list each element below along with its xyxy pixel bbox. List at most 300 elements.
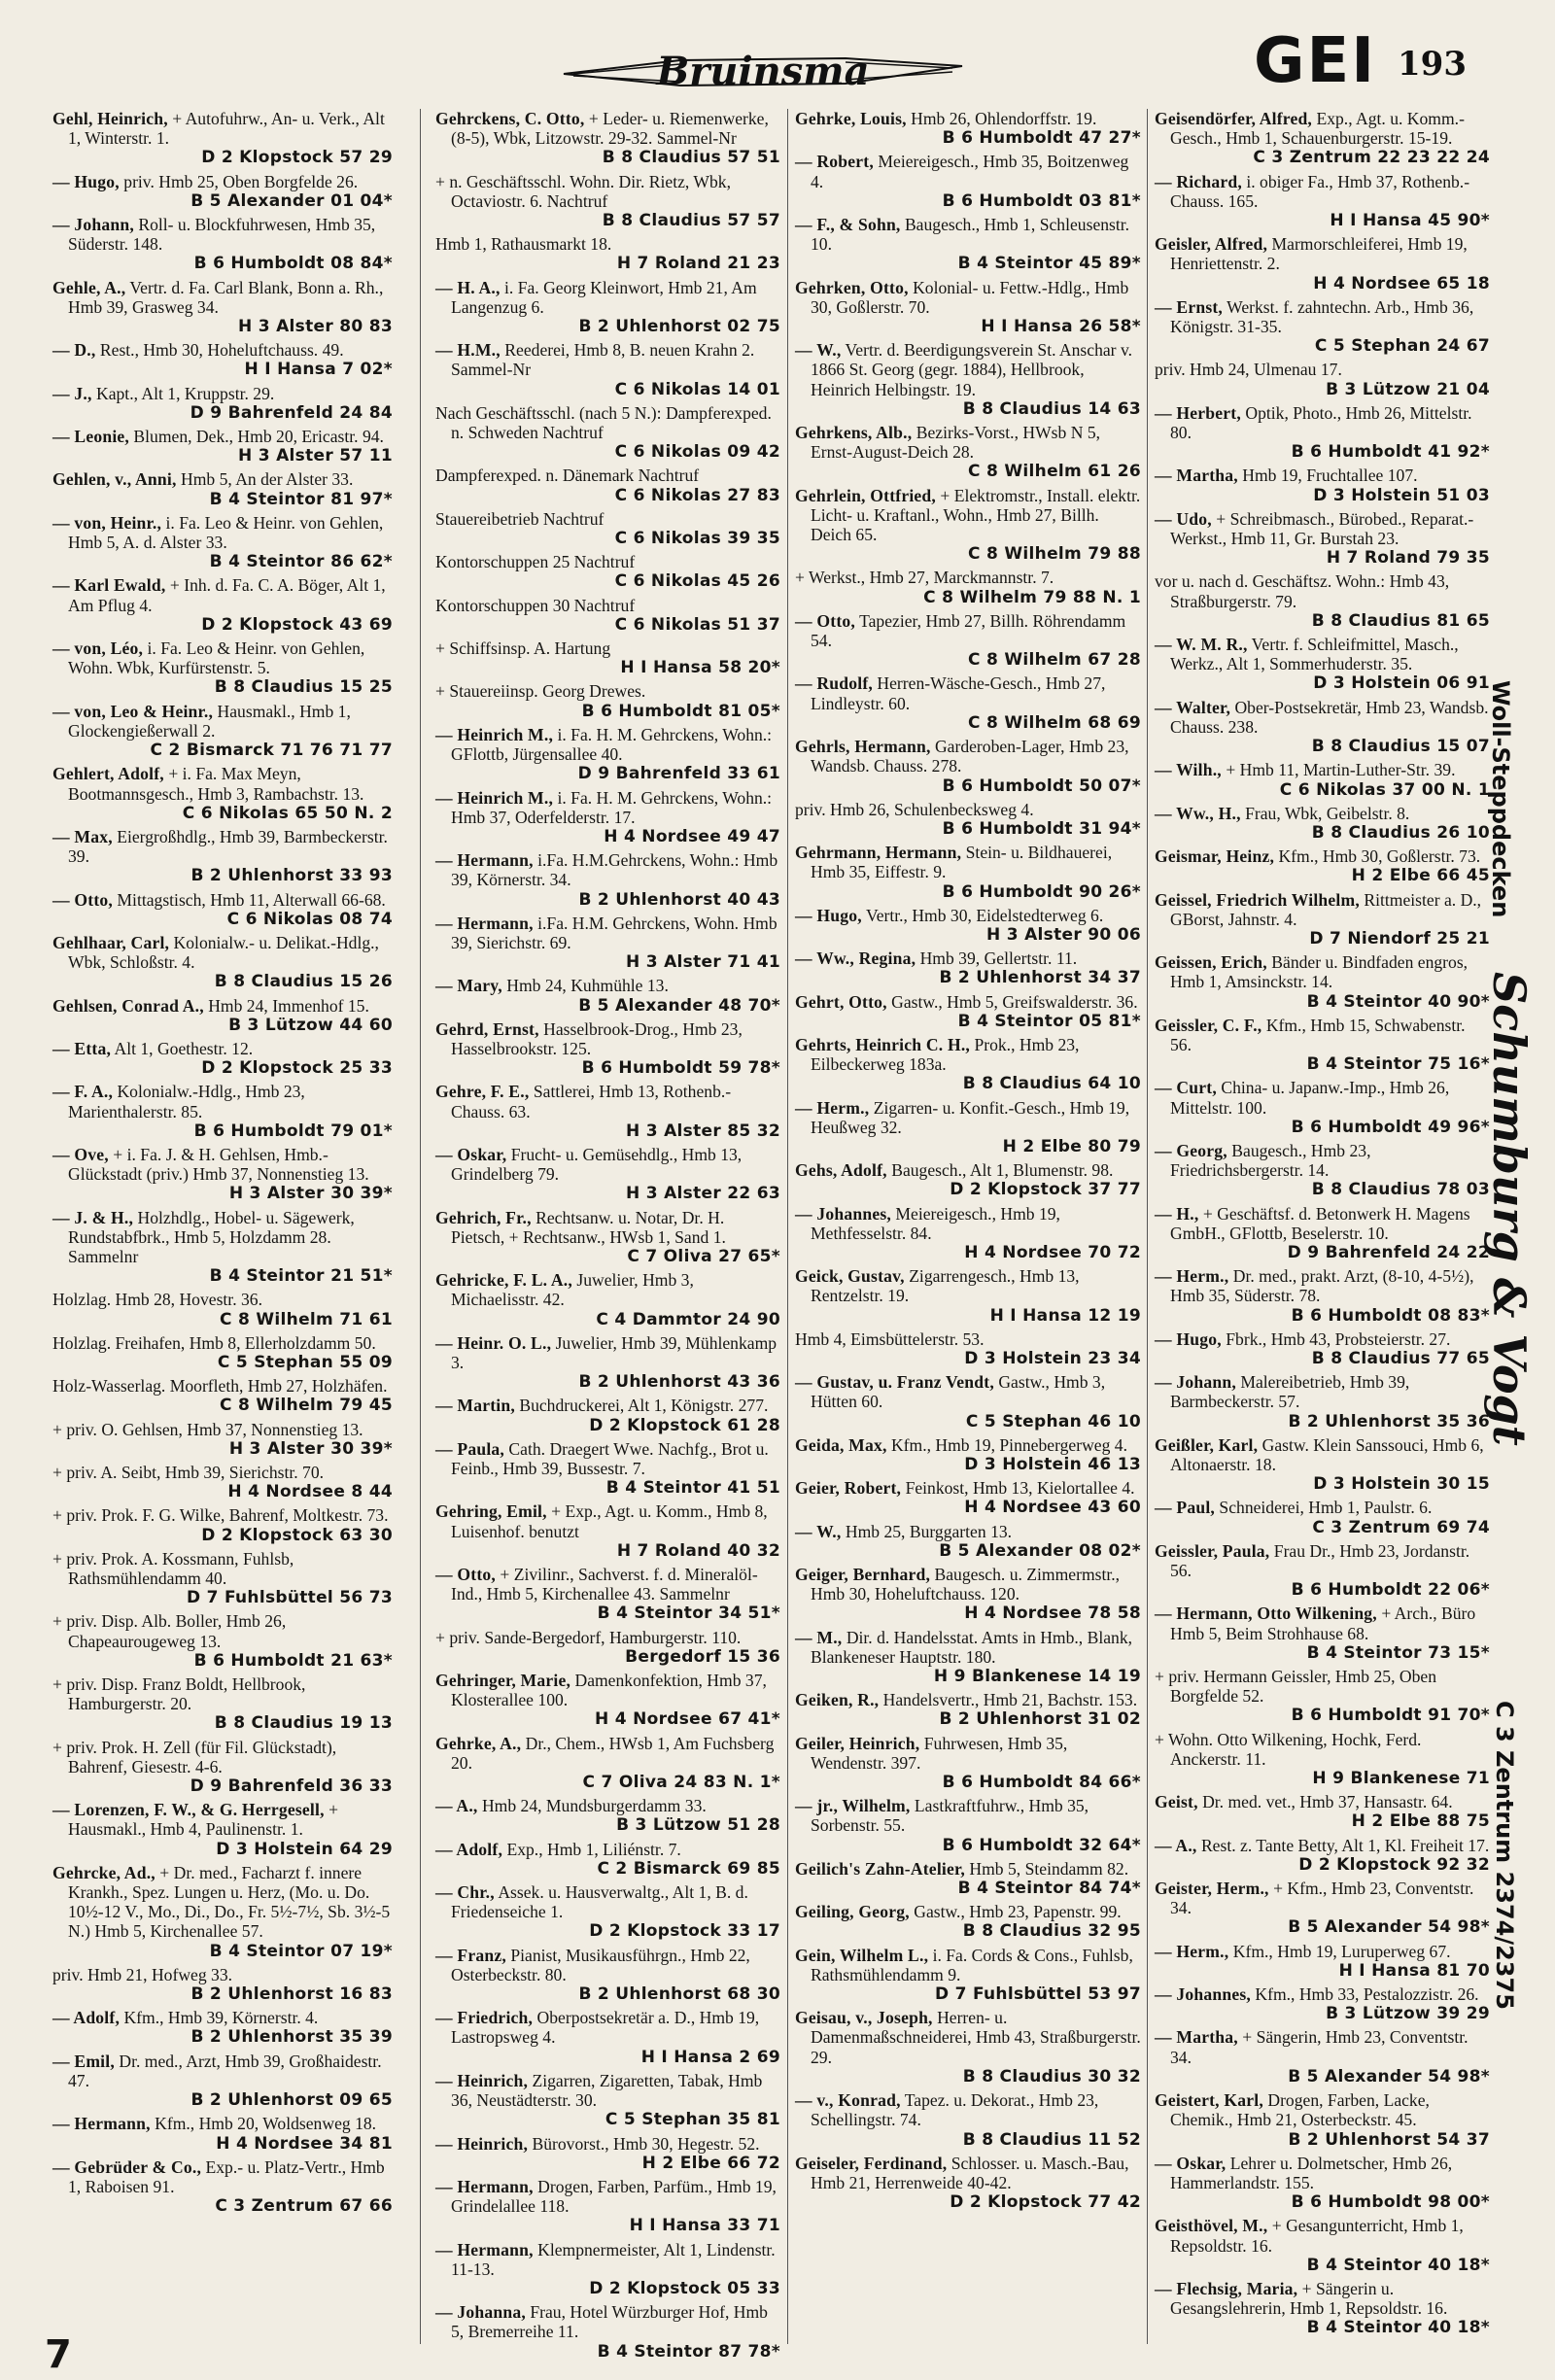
entry-details: + Hausmakl., Hmb 4, Paulinenstr. 1. [68, 1800, 339, 1840]
directory-entry [795, 340, 1141, 419]
entry-details: Reederei, Hmb 8, B. neuen Krahn 2. Sammel-Nr [451, 340, 755, 380]
entry-phone: D 2 Klopstock 33 17 [589, 1921, 780, 1942]
entry-details: Kfm., Hmb 39, Körnerstr. 4. [123, 2008, 319, 2028]
directory-entry [52, 172, 393, 211]
directory-entry [1155, 698, 1490, 757]
entry-phone: B 4 Steintor 07 19* [209, 1941, 393, 1961]
entry-details: Pianist, Musikausführgn., Hmb 22, Osterbeckstr. 80. [451, 1945, 750, 1984]
entry-name: — jr., Wilhelm, [795, 1796, 911, 1816]
entry-details: + Sängerin u. Gesangslehrerin, Hmb 1, Repsoldstr. 16. [1170, 2278, 1448, 2319]
entry-name: Geissler, C. F., [1155, 1015, 1262, 1035]
entry-phone: B 6 Humboldt 32 64* [942, 1835, 1141, 1855]
entry-phone: B 4 Steintor 34 51* [597, 1604, 780, 1624]
directory-entry [1155, 2154, 1490, 2213]
entry-phone: B 2 Uhlenhorst 43 36 [578, 1372, 780, 1393]
entry-phone: C 7 Oliva 24 83 N. 1* [582, 1773, 780, 1793]
entry-phone: H 2 Elbe 66 45 [1351, 866, 1490, 886]
entry-name: — Udo, [1155, 508, 1212, 529]
entry-details: Dampferexped. n. Dänemark Nachtruf [435, 466, 700, 486]
directory-entry [1155, 1372, 1490, 1431]
entry-details: + Dr. med., Facharzt f. innere Krankh., Spez. Lungen u. Herz, (Mo. u. Do. 10½-12 V., Mo., Di., Do., Fr. 5½-7½, Sb. 3½-5 N.) Hmb 5, Kirchenallee 57. [68, 1862, 391, 1942]
directory-entry [1155, 1984, 1490, 2023]
entry-details: Herren-Wäsche-Gesch., Hmb 27, Lindleystr. 60. [811, 673, 1106, 713]
entry-phone: D 3 Holstein 06 91 [1313, 673, 1490, 694]
entry-phone: B 6 Humboldt 08 84* [193, 254, 393, 274]
directory-entry [52, 1549, 393, 1608]
entry-phone: B 6 Humboldt 50 07* [942, 776, 1141, 796]
directory-entry [435, 552, 780, 591]
entry-name: — W., [795, 1521, 842, 1541]
entry-phone: H 9 Blankenese 14 19 [933, 1667, 1141, 1687]
entry-name: Gehrts, Heinrich C. H., [795, 1034, 971, 1054]
directory-entry [52, 933, 393, 992]
entry-phone: Bergedorf 15 36 [625, 1646, 780, 1667]
entry-phone: D 9 Bahrenfeld 24 22 [1287, 1242, 1490, 1262]
directory-entry [1155, 1141, 1490, 1200]
entry-name: — A., [435, 1796, 478, 1816]
entry-phone: B 6 Humboldt 90 26* [942, 881, 1141, 902]
entry-name: Geiling, Georg, [795, 1902, 910, 1922]
entry-phone: C 6 Nikolas 45 26 [614, 571, 780, 592]
entry-details: Holzhdlg., Hobel- u. Sägewerk, Rundstabfbrk., Hmb 5, Holzdamm 28. Sammelnr [68, 1207, 355, 1266]
entry-details: + priv. Hermann Geissler, Hmb 25, Oben Borgfelde 52. [1155, 1667, 1437, 1707]
entry-phone: H 3 Alster 57 11 [238, 446, 393, 466]
entry-details: Kapt., Alt 1, Kruppstr. 29. [96, 383, 275, 403]
entry-phone: B 6 Humboldt 79 01* [193, 1121, 393, 1141]
entry-details: Kfm., Hmb 30, Goßlerstr. 73. [1278, 846, 1481, 867]
entry-name: — Johanna, [435, 2302, 526, 2323]
directory-entry [1155, 234, 1490, 293]
entry-phone: H I Hansa 58 20* [620, 658, 780, 678]
entry-phone: H I Hansa 26 58* [981, 317, 1141, 337]
entry-details: Meiereigesch., Hmb 35, Boitzenweg 4. [811, 152, 1129, 191]
entry-phone: C 5 Stephan 24 67 [1314, 336, 1490, 357]
directory-entry [795, 1435, 1141, 1474]
directory-entry [435, 466, 780, 504]
entry-name: — Johannes, [1155, 1984, 1251, 2005]
directory-entry [435, 2302, 780, 2362]
directory-entry [52, 1611, 393, 1671]
entry-details: Garderoben-Lager, Hmb 23, Wandsb. Chauss. 278. [811, 737, 1129, 776]
directory-entry [1155, 1266, 1490, 1326]
entry-details: Kontorschuppen 30 Nachtruf [435, 595, 636, 615]
directory-entry [795, 486, 1141, 565]
directory-entry [795, 1160, 1141, 1199]
entry-phone: B 6 Humboldt 47 27* [942, 128, 1141, 149]
directory-entry [52, 427, 393, 466]
entry-phone: H 4 Nordsee 78 58 [964, 1604, 1141, 1624]
directory-entry [52, 827, 393, 886]
entry-name: — Hermann, Otto Wilkening, [1155, 1604, 1377, 1624]
entry-name: — Johannes, [795, 1203, 891, 1224]
entry-name: Geister, Herm., [1155, 1879, 1269, 1899]
entry-details: + Leder- u. Riemenwerke, (8-5), Wbk, Litzowstr. 29-32. Sammel-Nr [451, 109, 769, 149]
entry-name: — Herbert, [1155, 402, 1241, 423]
directory-entry [435, 850, 780, 910]
entry-name: — von, Leo & Heinr., [52, 701, 214, 721]
entry-phone: D 2 Klopstock 57 29 [201, 148, 393, 168]
entry-details: Dr. med. vet., Hmb 37, Hansastr. 64. [1202, 1792, 1453, 1812]
directory-entry [435, 1439, 780, 1499]
entry-details: Dr. med., Arzt, Hmb 39, Großhaidestr. 47. [68, 2051, 382, 2090]
entry-details: + Exp., Agt. u. Komm., Hmb 8, Luisenhof. benutzt [451, 1501, 768, 1541]
entry-details: Lastkraftfuhrw., Hmb 35, Sorbenstr. 55. [811, 1796, 1089, 1836]
entry-phone: H I Hansa 81 70 [1338, 1960, 1490, 1981]
directory-entry [795, 2090, 1141, 2150]
entry-phone: H 3 Alster 22 63 [626, 1184, 780, 1204]
entry-details: Blumen, Dek., Hmb 20, Ericastr. 94. [133, 427, 384, 447]
entry-details: Juwelier, Hmb 39, Mühlenkamp 3. [451, 1332, 778, 1372]
entry-name: — Adolf, [435, 1839, 503, 1859]
directory-entry [435, 1734, 780, 1793]
entry-details: Holzlag. Freihafen, Hmb 8, Ellerholzdamm 50. [52, 1332, 376, 1353]
entry-name: Geick, Gustav, [795, 1266, 905, 1287]
entry-name: — Hugo, [795, 905, 862, 925]
entry-phone: B 3 Lützow 51 28 [616, 1815, 780, 1836]
entry-details: Damenkonfektion, Hmb 37, Klosterallee 100. [451, 1671, 767, 1710]
entry-phone: H 2 Elbe 88 75 [1351, 1811, 1490, 1832]
entry-name: — Hermann, [435, 850, 534, 871]
entry-phone: B 8 Claudius 15 26 [214, 972, 393, 992]
entry-details: Frau, Wbk, Geibelstr. 8. [1245, 803, 1410, 823]
directory-entry [1155, 1016, 1490, 1075]
directory-entry [1155, 1836, 1490, 1875]
entry-details: + priv. Disp. Alb. Boller, Hmb 26, Chapeaurougeweg 13. [52, 1611, 287, 1651]
entry-name: — Herm., [795, 1097, 870, 1118]
directory-entry [435, 1208, 780, 1267]
entry-details: + Geschäftsf. d. Betonwerk H. Magens GmbH., GFlottb, Beselerstr. 10. [1170, 1203, 1470, 1243]
directory-entry [435, 172, 780, 231]
entry-details: Frucht- u. Gemüsehdlg., Hmb 13, Grindelberg 79. [451, 1144, 743, 1185]
directory-entry [52, 2008, 393, 2047]
entry-phone: B 2 Uhlenhorst 35 36 [1288, 1411, 1490, 1431]
entry-name: Gehrd, Ernst, [435, 1018, 539, 1039]
entry-name: — von, Heinr., [52, 512, 162, 533]
entry-name: — Hermann, [52, 2114, 151, 2134]
directory-entry [435, 681, 780, 720]
entry-name: — Heinrich M., [435, 724, 554, 744]
entry-phone: C 5 Stephan 46 10 [965, 1411, 1141, 1431]
entry-phone: B 8 Claudius 19 13 [214, 1713, 393, 1734]
entry-name: — Hermann, [435, 2176, 534, 2196]
entry-details: Rechtsanw. u. Notar, Dr. H. Pietsch, + Rechtsanw., HWsb 1, Sand 1. [451, 1207, 726, 1247]
entry-phone: D 2 Klopstock 25 33 [201, 1058, 393, 1079]
entry-name: — Wilh., [1155, 760, 1222, 780]
entry-name: — Herm., [1155, 1266, 1229, 1287]
entry-details: Nach Geschäftsschl. (nach 5 N.): Dampferexped. n. Schweden Nachtruf [435, 402, 772, 443]
entry-name: — Rudolf, [795, 673, 874, 694]
directory-entry [795, 1628, 1141, 1687]
entry-phone: H I Hansa 12 19 [989, 1305, 1141, 1326]
entry-phone: B 6 Humboldt 98 00* [1291, 2192, 1490, 2213]
entry-details: Kfm., Hmb 33, Pestalozzistr. 26. [1255, 1984, 1479, 2005]
directory-entry [435, 2071, 780, 2130]
entry-details: Frau, Hotel Würzburger Hof, Hmb 5, Bremerreihe 11. [451, 2302, 768, 2342]
entry-phone: C 6 Nikolas 09 42 [614, 442, 780, 463]
entry-name: — W., [795, 340, 842, 361]
entry-name: Geissen, Erich, [1155, 952, 1267, 973]
entry-name: — Mary, [435, 976, 502, 996]
entry-phone: B 8 Claudius 11 52 [962, 2129, 1141, 2150]
directory-entry [435, 1396, 780, 1434]
entry-name: — Gustav, u. Franz Vendt, [795, 1372, 994, 1393]
directory-entry [795, 1902, 1141, 1941]
directory-entry [435, 638, 780, 677]
entry-name: — Ww., H., [1155, 803, 1241, 823]
entry-phone: B 8 Claudius 26 10 [1311, 822, 1490, 843]
entry-details: Zigarren- u. Konfit.-Gesch., Hmb 19, Heußweg 32. [811, 1097, 1130, 1137]
entry-details: i. obiger Fa., Hmb 37, Rothenb.-Chauss. 165. [1170, 171, 1470, 211]
entry-details: Ober-Postsekretär, Hmb 23, Wandsb. Chauss. 238. [1170, 697, 1489, 737]
directory-entry [795, 673, 1141, 733]
entry-phone: B 8 Claudius 14 63 [962, 398, 1141, 419]
entry-details: i. Fa. Georg Kleinwort, Hmb 21, Am Langenzug 6. [451, 277, 757, 317]
directory-entry [795, 1266, 1141, 1326]
entry-phone: D 9 Bahrenfeld 24 84 [190, 402, 393, 423]
entry-phone: B 4 Steintor 40 18* [1306, 2255, 1490, 2275]
entry-name: — Martha, [1155, 466, 1238, 486]
entry-details: + priv. Prok. A. Kossmann, Fuhlsb, Rathsmühlendamm 40. [52, 1548, 294, 1589]
entry-name: Geist, [1155, 1792, 1198, 1812]
entry-details: Bezirks-Vorst., HWsb N 5, Ernst-August-Deich 28. [811, 423, 1101, 463]
entry-name: — A., [1155, 1835, 1197, 1855]
entry-phone: B 6 Humboldt 81 05* [581, 701, 780, 721]
entry-phone: H 4 Nordsee 49 47 [604, 826, 780, 846]
entry-phone: C 6 Nikolas 65 50 N. 2 [182, 803, 393, 823]
entry-details: Kfm., Hmb 15, Schwabenstr. 56. [1170, 1015, 1466, 1054]
entry-details: + Werkst., Hmb 27, Marckmannstr. 7. [795, 568, 1054, 588]
directory-entry [795, 1204, 1141, 1263]
directory-entry [52, 1463, 393, 1501]
entry-details: Hmb 4, Eimsbüttelerstr. 53. [795, 1328, 985, 1349]
entry-name: Gehricke, F. L. A., [435, 1270, 572, 1291]
entry-details: Zigarrengesch., Hmb 13, Rentzelstr. 19. [811, 1266, 1080, 1306]
directory-entry [435, 1501, 780, 1561]
entry-name: — Ww., Regina, [795, 949, 916, 969]
directory-entry [52, 1738, 393, 1797]
entry-name: — F. A., [52, 1082, 114, 1102]
entry-name: — H.M., [435, 340, 501, 361]
entry-details: Kolonial- u. Fettw.-Hdlg., Hmb 30, Goßlerstr. 70. [811, 277, 1129, 317]
page-number: 193 [1398, 45, 1467, 84]
directory-entry [435, 2134, 780, 2173]
directory-entry [795, 843, 1141, 902]
directory-entry [435, 1019, 780, 1079]
entry-details: Rest., Hmb 30, Hoheluftchauss. 49. [99, 340, 344, 361]
entry-details: Exp.- u. Platz-Vertr., Hmb 1, Raboisen 91. [68, 2156, 385, 2196]
entry-details: Sattlerei, Hmb 13, Rothenb.-Chauss. 63. [451, 1082, 732, 1121]
entry-name: Geiseler, Ferdinand, [795, 2153, 948, 2173]
entry-details: Optik, Photo., Hmb 26, Mittelstr. 80. [1170, 402, 1472, 443]
entry-phone: H I Hansa 2 69 [640, 2047, 780, 2067]
entry-name: — Adolf, [52, 2008, 121, 2028]
entry-phone: H 2 Elbe 80 79 [1002, 1136, 1141, 1156]
entry-name: — Paula, [435, 1438, 505, 1459]
entry-phone: H 4 Nordsee 43 60 [964, 1498, 1141, 1518]
directory-entry [795, 992, 1141, 1031]
directory-entry [1155, 466, 1490, 504]
entry-details: Prok., Hmb 23, Eilbeckerweg 183a. [811, 1034, 1080, 1075]
entry-details: Vertr. d. Fa. Carl Blank, Bonn a. Rh., Hmb 39, Grasweg 34. [68, 277, 384, 317]
entry-details: Zigarren, Zigaretten, Tabak, Hmb 36, Neustädterstr. 30. [451, 2070, 763, 2111]
entry-phone: B 2 Uhlenhorst 68 30 [578, 1984, 780, 2005]
directory-entry [1155, 360, 1490, 398]
entry-name: — Oskar, [1155, 2153, 1227, 2173]
entry-phone: B 6 Humboldt 84 66* [942, 1773, 1141, 1793]
entry-name: Gehle, A., [52, 277, 126, 297]
entry-name: — Otto, [795, 610, 855, 631]
entry-phone: H 4 Nordsee 67 41* [595, 1709, 780, 1730]
entry-phone: D 3 Holstein 30 15 [1313, 1474, 1490, 1495]
entry-details: + n. Geschäftsschl. Wohn. Dir. Rietz, Wbk, Octaviostr. 6. Nachtruf [435, 171, 731, 211]
entry-name: — Otto, [435, 1565, 496, 1585]
directory-entry [52, 1863, 393, 1961]
entry-details: Handelsvertr., Hmb 21, Bachstr. 153. [882, 1690, 1138, 1710]
entry-details: + Stauereiinsp. Georg Drewes. [435, 681, 646, 702]
listing-column-2 [435, 109, 780, 2362]
entry-name: — D., [52, 340, 96, 361]
entry-name: Gehrckens, C. Otto, [435, 109, 585, 128]
entry-phone: C 8 Wilhelm 79 88 [968, 544, 1141, 565]
entry-phone: B 2 Uhlenhorst 16 83 [190, 1984, 393, 2005]
entry-details: Mittagstisch, Hmb 11, Alterwall 66-68. [117, 889, 386, 910]
entry-phone: C 8 Wilhelm 61 26 [968, 462, 1141, 482]
entry-phone: B 3 Lützow 39 29 [1326, 2004, 1490, 2024]
entry-phone: H 4 Nordsee 70 72 [964, 1242, 1141, 1262]
directory-entry [795, 1035, 1141, 1094]
entry-phone: D 3 Holstein 46 13 [964, 1455, 1141, 1474]
entry-name: — Lorenzen, F. W., & G. Herrgesell, [52, 1800, 325, 1820]
entry-details: Vertr., Hmb 30, Eidelstedterweg 6. [865, 905, 1104, 925]
directory-entry [1155, 1879, 1490, 1938]
entry-details: Gastw., Hmb 3, Hütten 60. [811, 1372, 1106, 1412]
entry-details: Hmb 25, Burggarten 13. [845, 1521, 1013, 1541]
directory-entry [795, 1478, 1141, 1517]
entry-details: Dr., Chem., HWsb 1, Am Fuchsberg 20. [451, 1733, 775, 1773]
entry-details: Bürovorst., Hmb 30, Hegestr. 52. [532, 2133, 760, 2154]
side-advertisement [1477, 680, 1555, 2041]
entry-phone: C 7 Oliva 27 65* [627, 1246, 780, 1266]
entry-phone: H 3 Alster 90 06 [986, 924, 1141, 945]
directory-entry [795, 278, 1141, 337]
entry-details: Hmb 19, Fruchtallee 107. [1242, 466, 1418, 486]
entry-name: Gehrcke, Ad., [52, 1862, 156, 1882]
directory-entry [795, 215, 1141, 274]
entry-details: Gastw., Hmb 5, Greifswalderstr. 36. [891, 991, 1138, 1012]
entry-details: Drogen, Farben, Lacke, Chemik., Hmb 21, Osterbeckstr. 45. [1170, 2090, 1430, 2130]
entry-phone: D 2 Klopstock 61 28 [589, 1415, 780, 1435]
entry-details: Hausmakl., Hmb 1, Glockengießerwall 2. [68, 701, 351, 741]
directory-entry [52, 1082, 393, 1141]
entry-name: — Ove, [52, 1144, 109, 1164]
directory-entry [52, 1505, 393, 1544]
entry-name: — Otto, [52, 889, 113, 910]
entry-details: Alt 1, Goethestr. 12. [114, 1038, 254, 1058]
directory-entry [795, 1098, 1141, 1157]
directory-entry [1155, 297, 1490, 357]
entry-details: Rittmeister a. D., GBorst, Jahnstr. 4. [1170, 889, 1482, 929]
directory-entry [435, 725, 780, 784]
entry-phone: D 2 Klopstock 43 69 [201, 614, 393, 635]
entry-details: Dr. med., prakt. Arzt, (8-10, 4-5½), Hmb 35, Süderstr. 78. [1170, 1266, 1474, 1306]
entry-details: Schlosser. u. Masch.-Bau, Hmb 21, Herrenweide 40-42. [811, 2153, 1129, 2192]
entry-name: Gehrmann, Hermann, [795, 843, 962, 863]
entry-phone: B 6 Humboldt 03 81* [942, 190, 1141, 211]
entry-details: + Schiffsinsp. A. Hartung [435, 638, 611, 659]
entry-phone: B 2 Uhlenhorst 31 02 [939, 1709, 1141, 1730]
directory-entry [435, 914, 780, 973]
entry-phone: B 5 Alexander 54 98* [1288, 1917, 1490, 1938]
entry-details: + Hmb 11, Martin-Luther-Str. 39. [1226, 760, 1456, 780]
entry-name: Gehlert, Adolf, [52, 764, 164, 784]
entry-name: — Johann, [1155, 1372, 1236, 1393]
entry-name: Gehrt, Otto, [795, 991, 887, 1012]
entry-phone: H I Hansa 7 02* [244, 360, 393, 380]
directory-entry [1155, 635, 1490, 694]
entry-phone: H 7 Roland 40 32 [616, 1540, 780, 1561]
entry-details: Vertr. d. Beerdigungsverein St. Anschar v. 1866 St. Georg (gegr. 1884), Hellbrook, Heinrich Helbingstr. 19. [811, 340, 1132, 399]
entry-name: — Franz, [435, 1945, 506, 1965]
directory-entry [795, 109, 1141, 148]
column-divider [1147, 109, 1148, 2344]
entry-phone: H 9 Blankenese 71 [1312, 1769, 1490, 1789]
entry-details: Hmb 5, An der Alster 33. [180, 469, 354, 490]
brand-logo [554, 31, 972, 109]
directory-entry [435, 2008, 780, 2067]
directory-entry [52, 2114, 393, 2153]
entry-phone: B 4 Steintor 86 62* [209, 552, 393, 572]
entry-name: Gehrken, Otto, [795, 277, 909, 297]
entry-details: Kfm., Hmb 20, Woldsenweg 18. [155, 2114, 377, 2134]
entry-phone: D 2 Klopstock 63 30 [201, 1525, 393, 1545]
entry-phone: B 2 Uhlenhorst 09 65 [190, 2090, 393, 2111]
entry-phone: C 8 Wilhelm 71 61 [220, 1309, 393, 1329]
entry-details: Bänder u. Bindfaden engros, Hmb 1, Amsinckstr. 14. [1170, 952, 1469, 992]
entry-name: — Georg, [1155, 1140, 1227, 1160]
directory-entry [52, 890, 393, 929]
directory-entry [1155, 1204, 1490, 1263]
entry-details: + Kfm., Hmb 23, Conventstr. 34. [1170, 1879, 1474, 1918]
entry-details: Gastw. Klein Sanssouci, Hmb 6, Altonaerstr. 18. [1170, 1434, 1484, 1474]
directory-entry [52, 215, 393, 274]
entry-name: Gehringer, Marie, [435, 1671, 571, 1691]
entry-details: + priv. Disp. Franz Boldt, Hellbrook, Hamburgerstr. 20. [52, 1674, 306, 1714]
entry-phone: D 7 Fuhlsbüttel 56 73 [186, 1588, 393, 1608]
entry-phone: C 6 Nikolas 37 00 N. 1 [1279, 779, 1490, 800]
entry-phone: B 8 Claudius 64 10 [962, 1074, 1141, 1094]
directory-entry [795, 737, 1141, 796]
entry-phone: B 8 Claudius 81 65 [1311, 610, 1490, 631]
entry-phone: C 6 Nikolas 51 37 [614, 614, 780, 635]
entry-details: + Gesangunterricht, Hmb 1, Repsoldstr. 16. [1170, 2216, 1464, 2256]
entry-name: — Emil, [52, 2051, 115, 2071]
entry-phone: B 2 Uhlenhorst 54 37 [1288, 2129, 1490, 2150]
entry-name: — J. & H., [52, 1207, 134, 1227]
entry-phone: B 8 Claudius 15 25 [214, 677, 393, 698]
entry-name: — Hermann, [435, 913, 534, 933]
entry-name: Geiger, Bernhard, [795, 1565, 931, 1585]
directory-entry [435, 403, 780, 463]
entry-details: Tapezier, Hmb 27, Billh. Röhrendamm 54. [811, 610, 1126, 651]
entry-phone: B 5 Alexander 01 04* [190, 190, 393, 211]
directory-entry [1155, 2279, 1490, 2338]
entry-name: — Hermann, [435, 2239, 534, 2259]
entry-details: + Arch., Büro Hmb 5, Beim Strohhause 68. [1170, 1604, 1476, 1643]
entry-details: Hasselbrook-Drog., Hmb 23, Hasselbrookstr. 125. [451, 1018, 743, 1058]
column-divider [787, 109, 788, 2344]
entry-details: Werkst. f. zahntechn. Arb., Hmb 36, Königstr. 31-35. [1170, 296, 1474, 337]
entry-details: priv. Hmb 21, Hofweg 33. [52, 1964, 233, 1984]
